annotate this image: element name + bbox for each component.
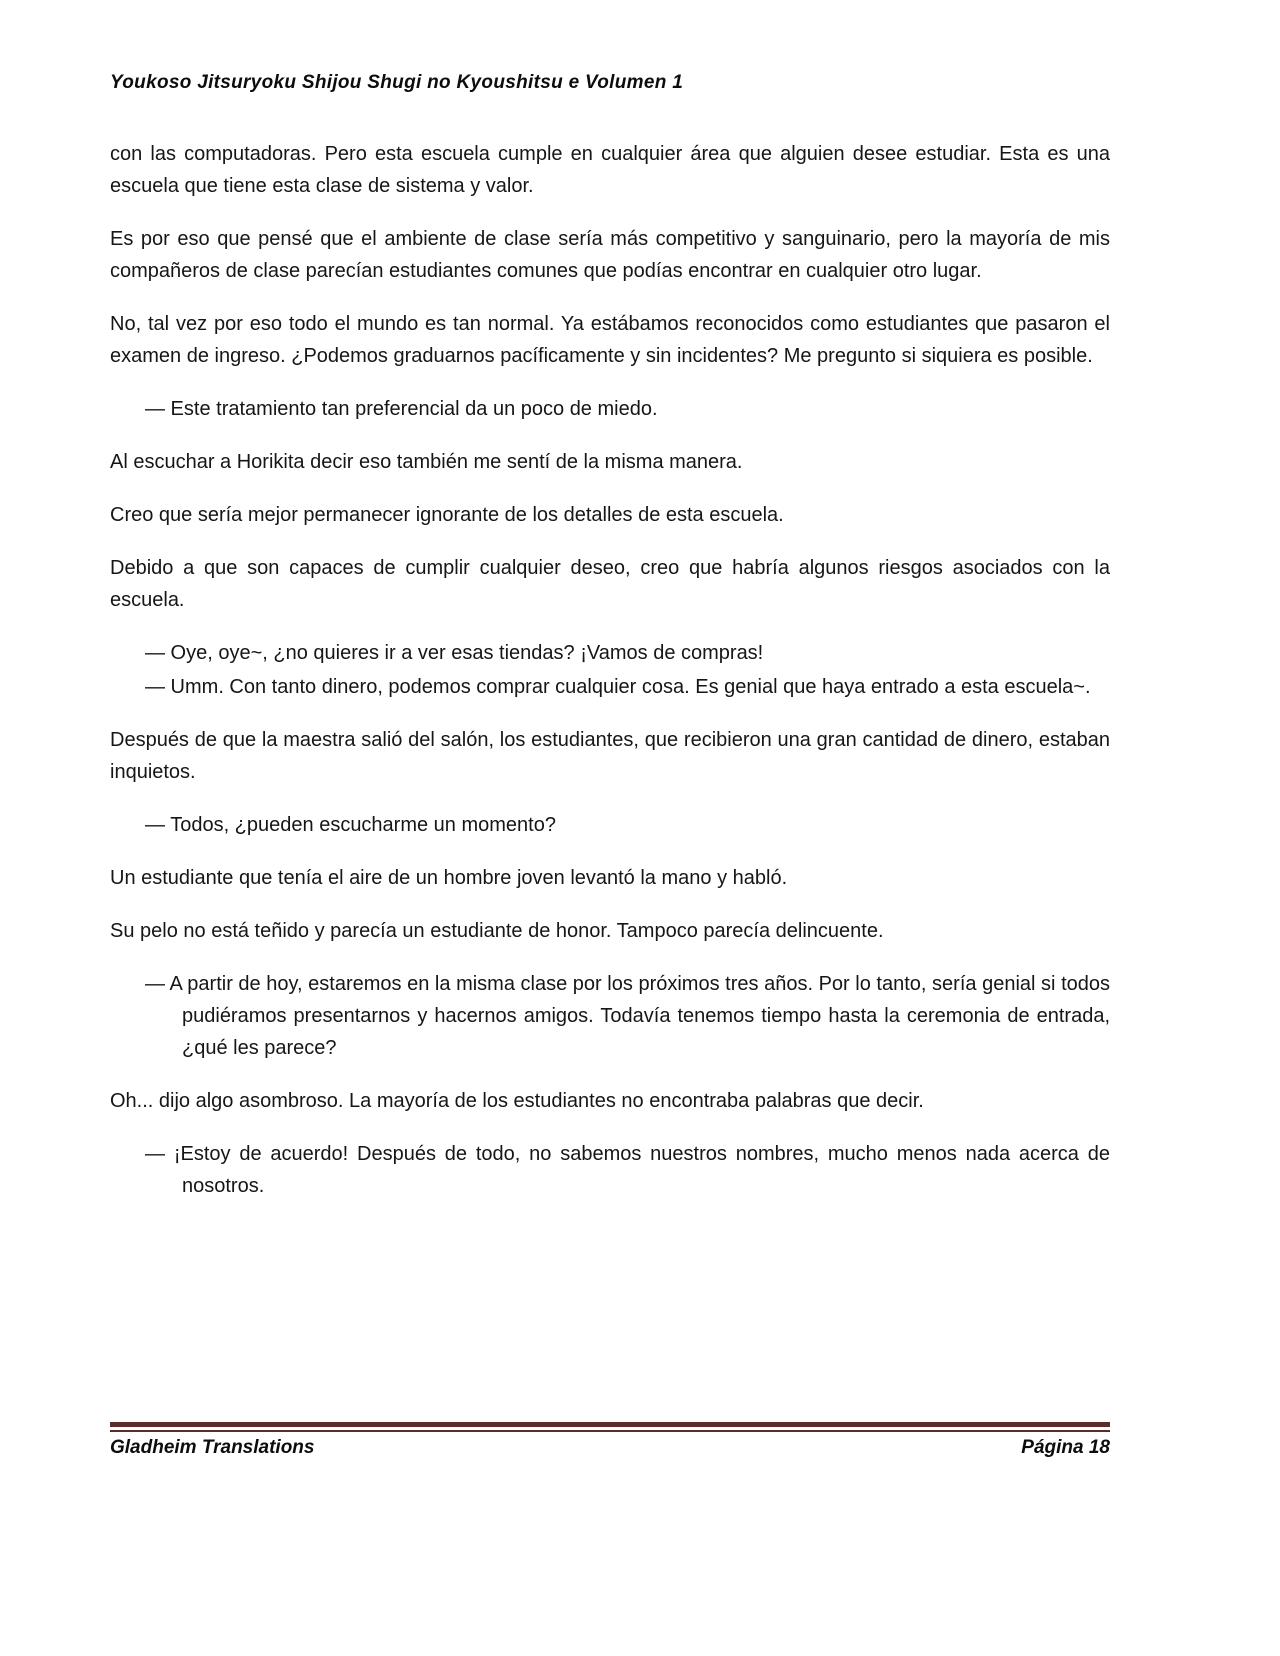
paragraph: Su pelo no está teñido y parecía un estudiante de honor. Tampoco parecía delincuente.: [110, 920, 884, 942]
footer-divider: [110, 1422, 1110, 1432]
paragraph: Después de que la maestra salió del salón, los estudiantes, que recibieron una gran cantidad de dinero, estaban inquietos.: [110, 729, 1110, 783]
translator-credit: Gladheim Translations: [110, 1437, 315, 1458]
book-title: Youkoso Jitsuryoku Shijou Shugi no Kyoushitsu e Volumen 1: [110, 72, 684, 93]
paragraph: Creo que sería mejor permanecer ignorante de los detalles de esta escuela.: [110, 504, 784, 526]
dialogue-paragraph: — Umm. Con tanto dinero, podemos comprar cualquier cosa. Es genial que haya entrado a esta escuela~.: [145, 676, 1091, 698]
paragraph: Debido a que son capaces de cumplir cualquier deseo, creo que habría algunos riesgos asociados con la escuela.: [110, 557, 1110, 611]
dialogue-paragraph: — A partir de hoy, estaremos en la misma clase por los próximos tres años. Por lo tanto, sería genial si todos pudiéramos presentarnos y hacernos amigos. Todavía tenemos tiempo hasta la ceremonia de entrada, ¿qué les parece?: [145, 973, 1110, 1059]
page-header: [110, 72, 683, 94]
dialogue-paragraph: — ¡Estoy de acuerdo! Después de todo, no sabemos nuestros nombres, mucho menos nada acerca de nosotros.: [145, 1143, 1110, 1197]
page-footer: [110, 1422, 1110, 1459]
dialogue-paragraph: — Todos, ¿pueden escucharme un momento?: [145, 814, 556, 836]
page-number: Página 18: [1021, 1437, 1110, 1458]
dialogue-paragraph: — Oye, oye~, ¿no quieres ir a ver esas tiendas? ¡Vamos de compras!: [145, 642, 764, 664]
dialogue-paragraph: — Este tratamiento tan preferencial da un poco de miedo.: [145, 398, 658, 420]
paragraph: Es por eso que pensé que el ambiente de clase sería más competitivo y sanguinario, pero la mayoría de mis compañeros de clase parecían estudiantes comunes que podías encontrar en cualquier otro lugar.: [110, 228, 1110, 282]
paragraph: Al escuchar a Horikita decir eso también me sentí de la misma manera.: [110, 451, 743, 473]
page-content: [110, 138, 1110, 1202]
paragraph: Un estudiante que tenía el aire de un hombre joven levantó la mano y habló.: [110, 867, 788, 889]
paragraph: con las computadoras. Pero esta escuela cumple en cualquier área que alguien desee estudiar. Esta es una escuela que tiene esta clase de sistema y valor.: [110, 143, 1110, 197]
paragraph: Oh... dijo algo asombroso. La mayoría de los estudiantes no encontraba palabras que decir.: [110, 1090, 924, 1112]
paragraph: No, tal vez por eso todo el mundo es tan normal. Ya estábamos reconocidos como estudiantes que pasaron el examen de ingreso. ¿Podemos graduarnos pacíficamente y sin incidentes? Me pregunto si siquiera es posible.: [110, 313, 1110, 367]
